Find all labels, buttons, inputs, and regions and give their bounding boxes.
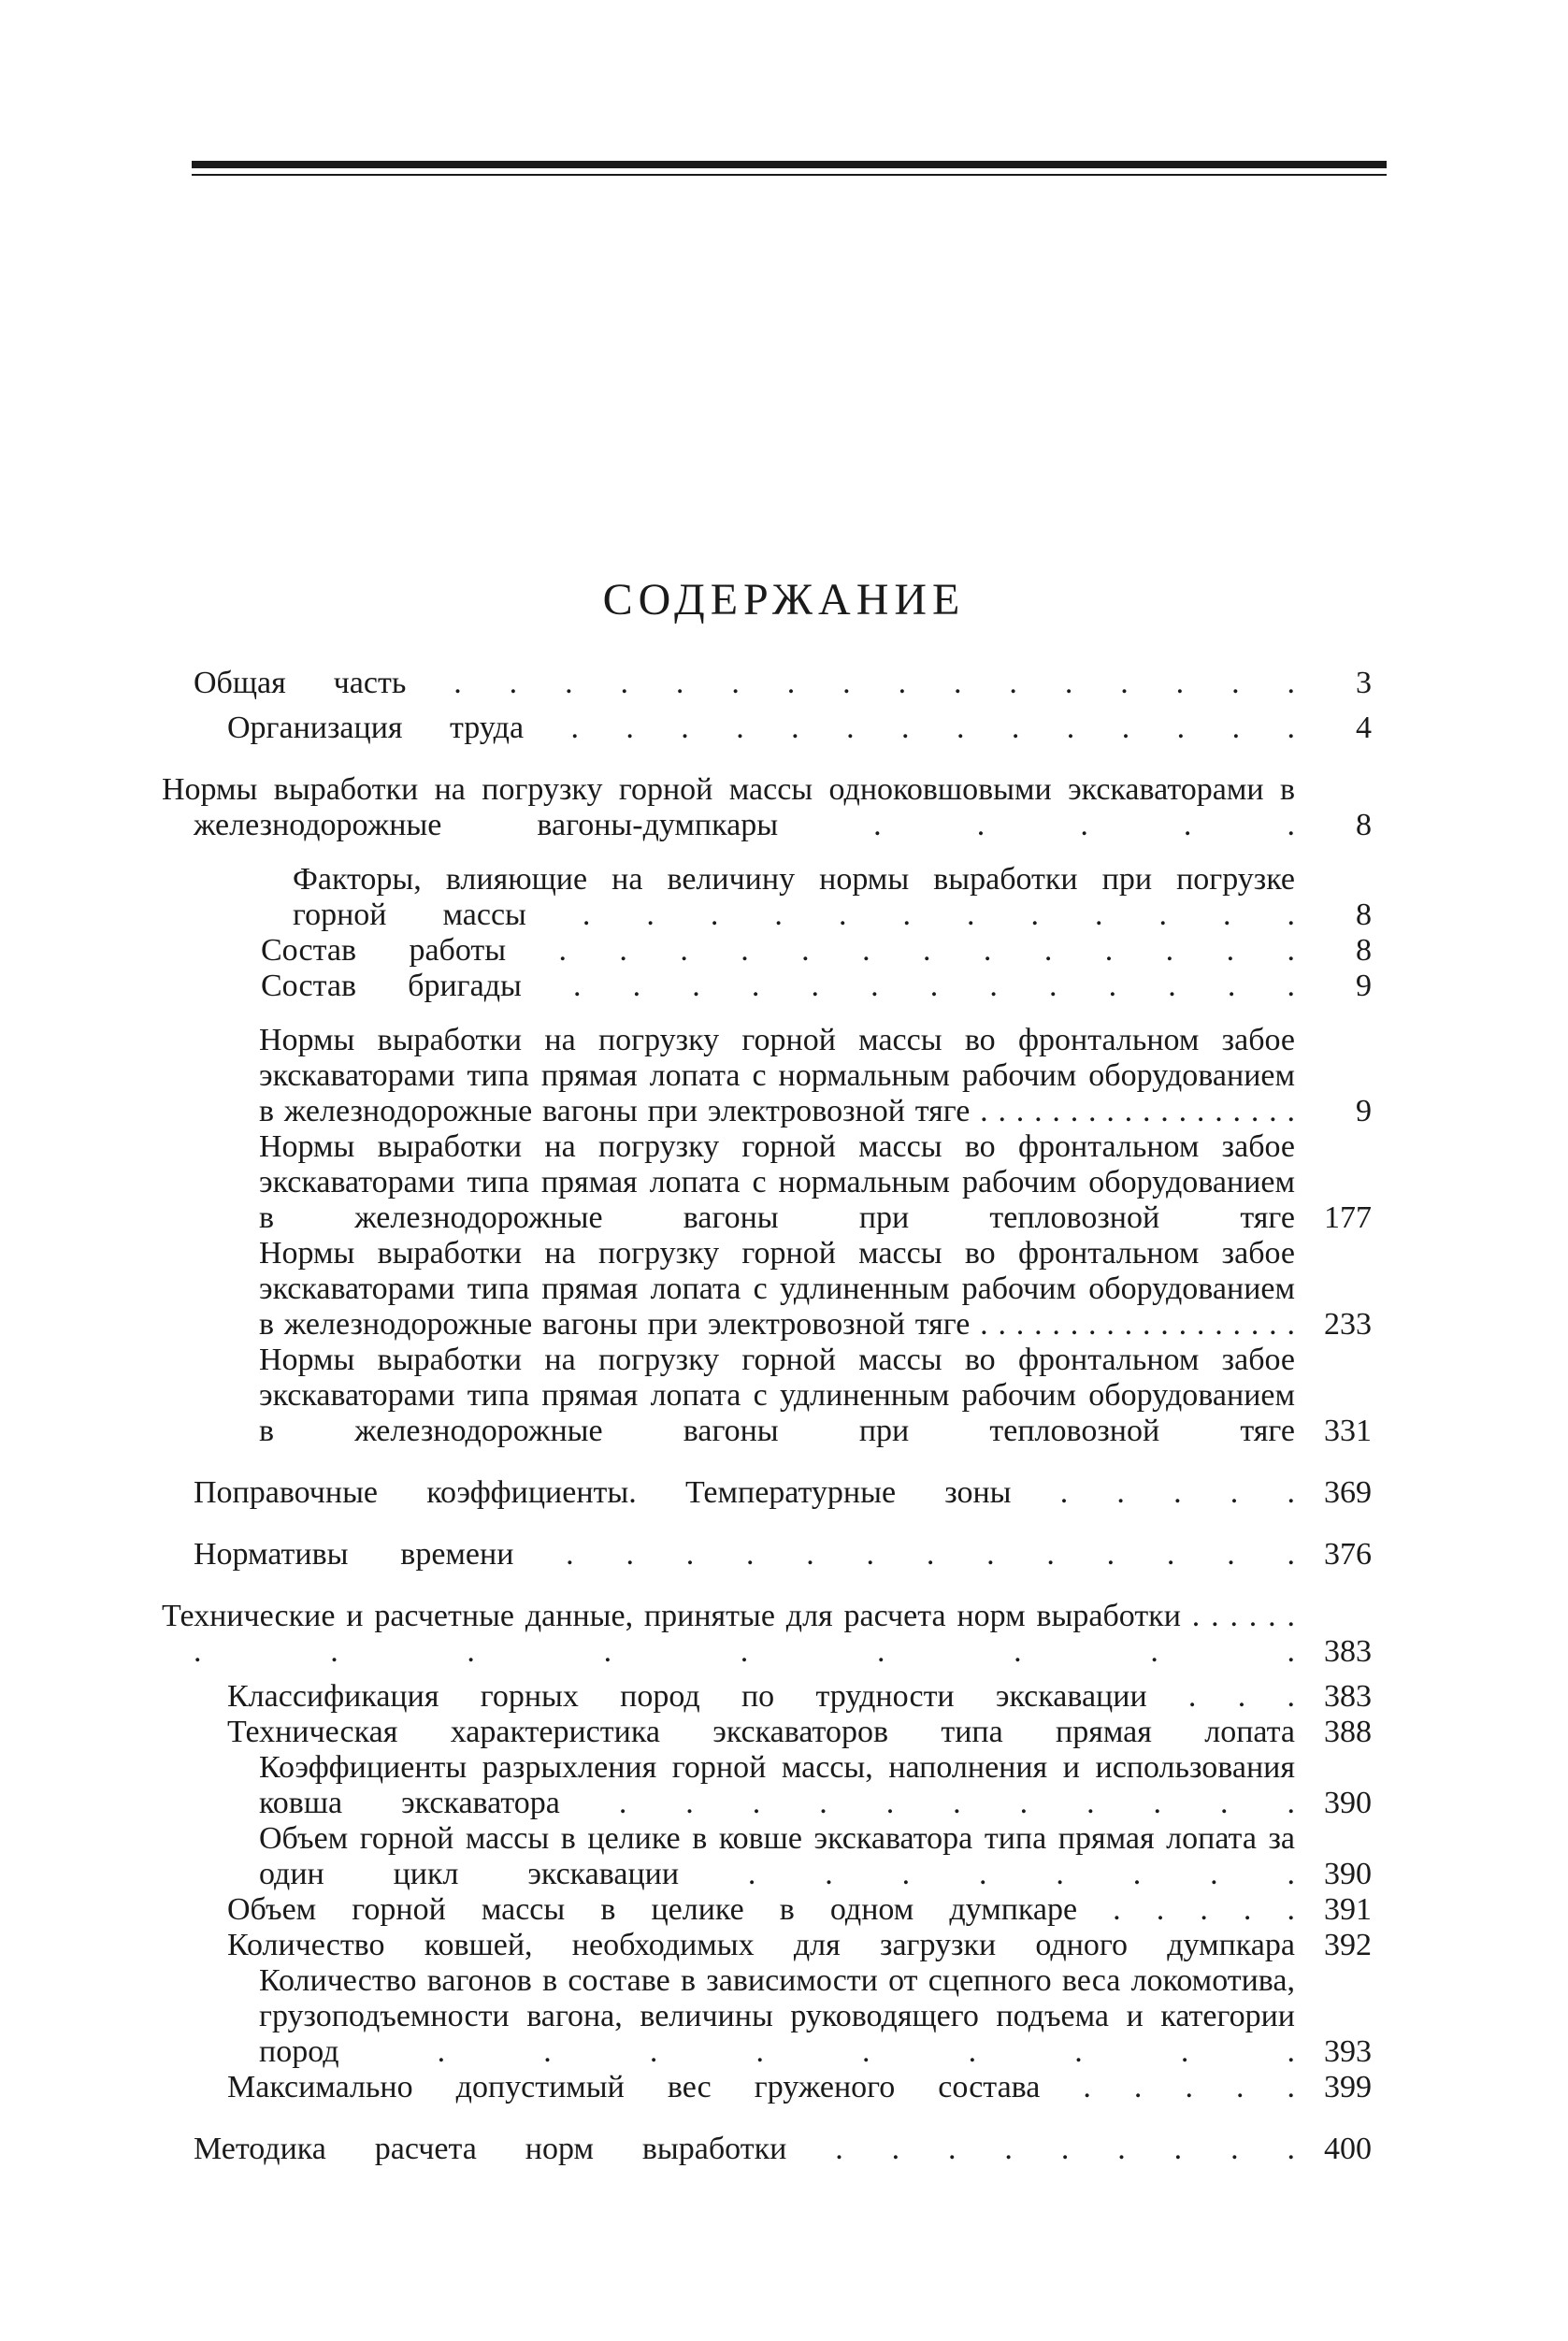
toc-entry-text: Количество ковшей, необходимых для загрузки одного думпкара	[227, 1928, 1295, 1962]
table-of-contents	[162, 666, 1372, 2167]
toc-entry-text: Организация труда . . . . . . . . . . . . . .	[227, 711, 1295, 745]
toc-entry-page: 233	[1324, 1307, 1372, 1342]
toc-entry[interactable]	[194, 1963, 1372, 2070]
toc-entry[interactable]	[194, 1892, 1372, 1928]
toc-entry-text: Классификация горных пород по трудности экскавации . . .	[227, 1679, 1295, 1714]
toc-entry-text: Поправочные коэффициенты. Температурные зоны . . . . .	[194, 1475, 1295, 1510]
toc-entry-page: 388	[1324, 1715, 1372, 1749]
toc-entry[interactable]	[194, 1023, 1372, 1129]
toc-entry-page: 9	[1356, 1094, 1372, 1128]
toc-entry-page: 8	[1356, 898, 1372, 932]
toc-entry[interactable]	[194, 1928, 1372, 1963]
toc-entry-page: 383	[1324, 1634, 1372, 1669]
page-title: СОДЕРЖАНИЕ	[602, 575, 966, 625]
toc-entry-page: 8	[1356, 933, 1372, 968]
toc-entry-text: Состав бригады . . . . . . . . . . . . .	[261, 969, 1295, 1003]
toc-entry[interactable]	[194, 2132, 1372, 2167]
toc-entry-page: 369	[1324, 1475, 1372, 1510]
toc-entry-text: Методика расчета норм выработки . . . . . . . . .	[194, 2132, 1295, 2166]
toc-entry-text: Факторы, влияющие на величину нормы выработки при погрузке горной массы . . . . . . . . . . . .	[293, 862, 1295, 932]
toc-entry-page: 383	[1324, 1679, 1372, 1714]
toc-entry-page: 3	[1356, 666, 1372, 700]
toc-entry-text: Нормативы времени . . . . . . . . . . . . .	[194, 1537, 1295, 1572]
toc-entry[interactable]	[194, 1750, 1372, 1821]
toc-entry[interactable]	[194, 969, 1372, 1004]
toc-entry-text: Состав работы . . . . . . . . . . . . .	[261, 933, 1295, 968]
toc-entry-page: 4	[1356, 711, 1372, 745]
toc-entry-text: Нормы выработки на погрузку горной массы во фронтальном забое экскаваторами типа прямая лопата с удлиненным рабочим оборудованием в железнодорожные вагоны при электровозной тяге . . . . . . . . . . . . . . . . . .	[259, 1236, 1295, 1342]
toc-entry-text: Объем горной массы в целике в одном думпкаре . . . . .	[227, 1892, 1295, 1927]
toc-entry-page: 392	[1324, 1928, 1372, 1962]
toc-entry-page: 8	[1356, 808, 1372, 842]
toc-entry-text: Техническая характеристика экскаваторов типа прямая лопата	[227, 1715, 1295, 1749]
toc-entry-page: 177	[1324, 1200, 1372, 1235]
toc-entry[interactable]	[194, 1537, 1372, 1573]
toc-entry-text: Количество вагонов в составе в зависимости от сцепного веса локомотива, грузоподъемности вагона, величины руководящего подъема и категории пород . . . . . . . . .	[259, 1963, 1295, 2069]
toc-entry-text: Нормы выработки на погрузку горной массы во фронтальном забое экскаваторами типа прямая лопата с нормальным рабочим оборудованием в железнодорожные вагоны при электровозной тяге . . . . . . . . . . . . . . . . . .	[259, 1023, 1295, 1128]
toc-entry[interactable]	[194, 1236, 1372, 1343]
toc-entry[interactable]	[194, 862, 1372, 933]
toc-entry-text: Нормы выработки на погрузку горной массы во фронтальном забое экскаваторами типа прямая лопата с удлиненным рабочим оборудованием в железнодорожные вагоны при тепловозной тяге	[259, 1343, 1295, 1448]
toc-entry-text: Коэффициенты разрыхления горной массы, наполнения и использования ковша экскаватора . . . . . . . . . . .	[259, 1750, 1295, 1820]
toc-entry[interactable]	[194, 1129, 1372, 1236]
toc-entry-text: Нормы выработки на погрузку горной массы во фронтальном забое экскаваторами типа прямая лопата с нормальным рабочим оборудованием в железнодорожные вагоны при тепловозной тяге	[259, 1129, 1295, 1235]
toc-entry-page: 9	[1356, 969, 1372, 1003]
toc-entry[interactable]	[194, 711, 1372, 746]
toc-entry-page: 400	[1324, 2132, 1372, 2166]
toc-entry-page: 390	[1324, 1786, 1372, 1820]
toc-entry[interactable]	[194, 666, 1372, 701]
toc-entry[interactable]	[194, 1821, 1372, 1892]
toc-entry-text: Технические и расчетные данные, принятые для расчета норм выработки . . . . . . . . . . . . . . .	[162, 1599, 1295, 1669]
top-rule-thick	[192, 161, 1387, 168]
toc-entry[interactable]	[162, 1599, 1372, 1670]
toc-entry-text: Нормы выработки на погрузку горной массы одноковшовыми экскаваторами в железнодорожные вагоны-думпкары . . . . .	[162, 772, 1295, 842]
toc-entry-page: 376	[1324, 1537, 1372, 1572]
toc-entry-page: 391	[1324, 1892, 1372, 1927]
toc-entry-page: 393	[1324, 2034, 1372, 2069]
toc-entry[interactable]	[162, 772, 1372, 843]
toc-entry[interactable]	[194, 1343, 1372, 1449]
toc-entry[interactable]	[194, 1715, 1372, 1750]
toc-entry-page: 390	[1324, 1857, 1372, 1891]
toc-entry[interactable]	[194, 1679, 1372, 1715]
top-rule-thin	[192, 174, 1387, 176]
toc-entry[interactable]	[194, 1475, 1372, 1511]
toc-entry-text: Максимально допустимый вес груженого состава . . . . .	[227, 2070, 1295, 2104]
toc-entry-text: Общая часть . . . . . . . . . . . . . . . .	[194, 666, 1295, 700]
toc-entry-page: 331	[1324, 1414, 1372, 1448]
toc-entry[interactable]	[194, 2070, 1372, 2105]
toc-entry[interactable]	[194, 933, 1372, 969]
toc-entry-page: 399	[1324, 2070, 1372, 2104]
toc-entry-text: Объем горной массы в целике в ковше экскаватора типа прямая лопата за один цикл экскавации . . . . . . . .	[259, 1821, 1295, 1891]
